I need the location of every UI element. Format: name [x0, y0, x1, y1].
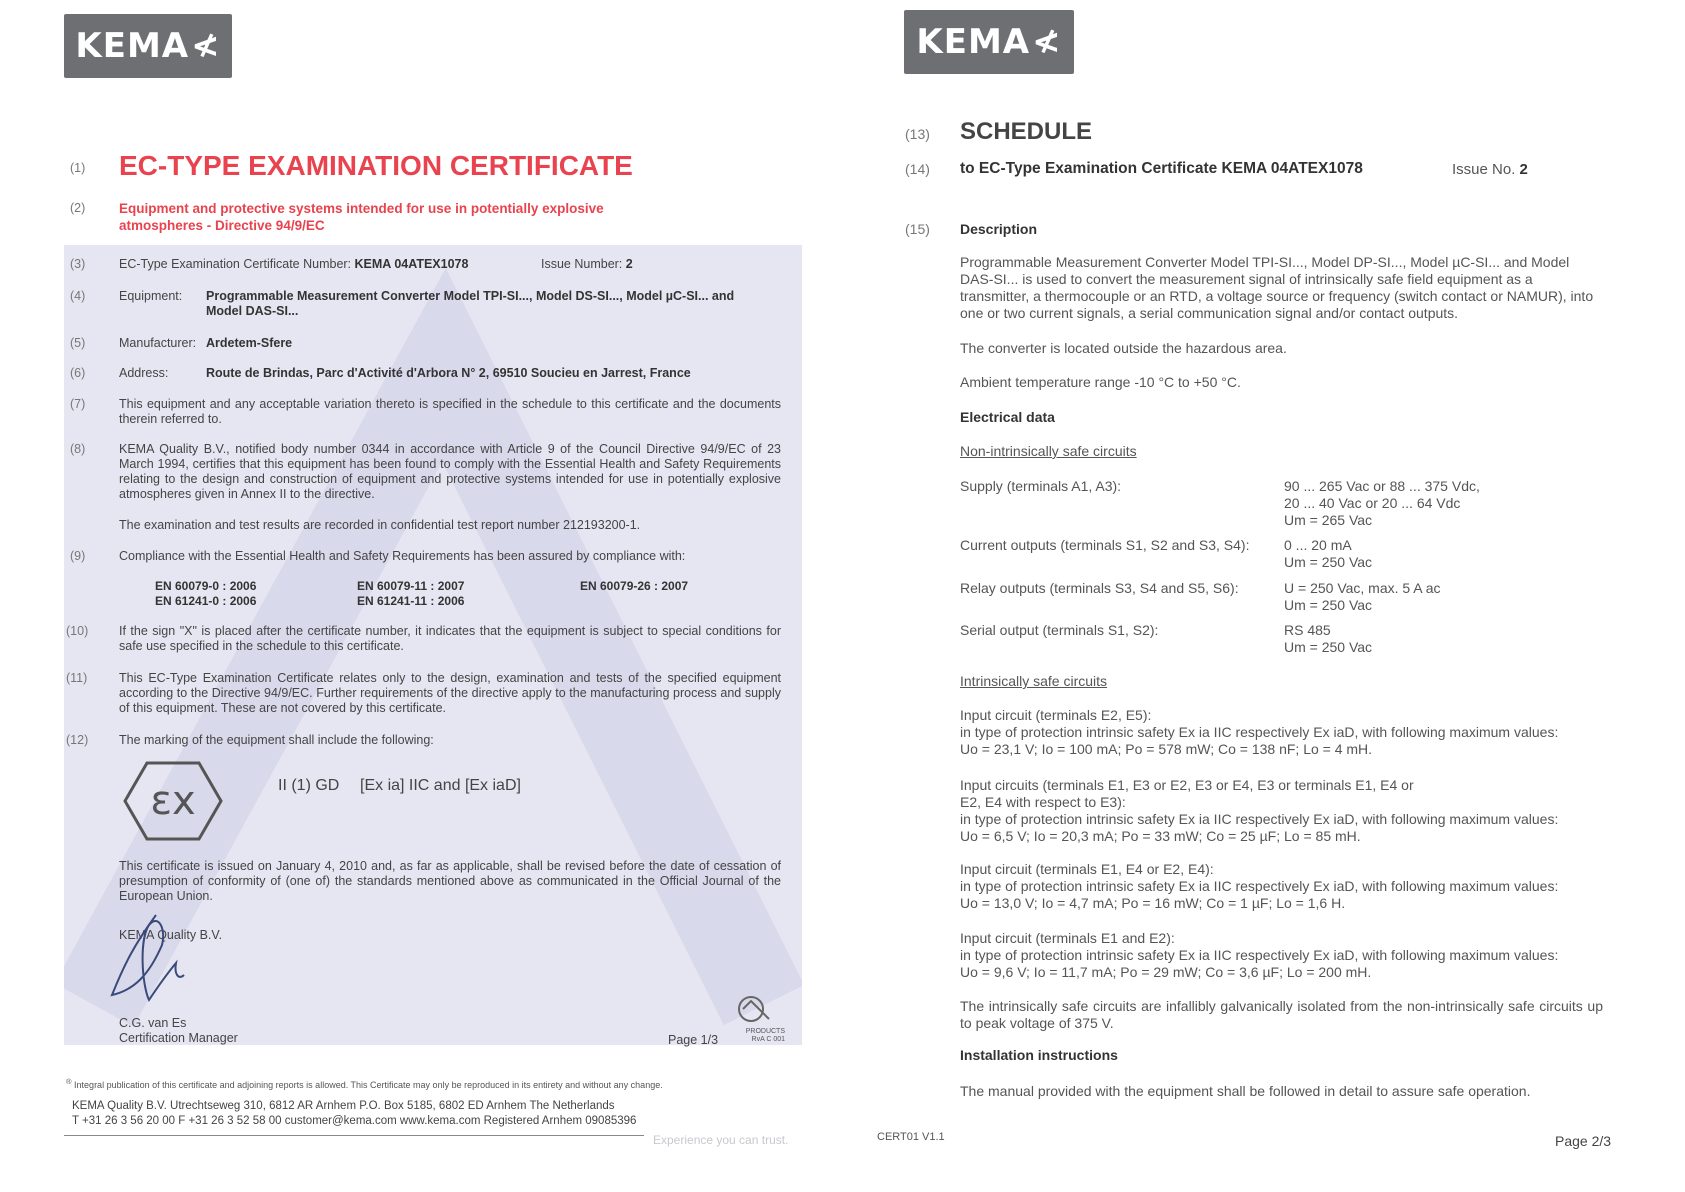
ex-symbol: εx: [150, 778, 196, 824]
item-number-8: (8): [70, 442, 86, 456]
equipment-line-2: Model DAS-SI...: [206, 304, 299, 318]
input-circuit-2-values: Uo = 6,5 V; Io = 20,3 mA; Po = 33 mW; Co = 25 µF; Lo = 85 mH.: [960, 828, 1361, 844]
kema-logo-mark: ≮: [191, 26, 221, 66]
description-heading: Description: [960, 221, 1038, 237]
issue-number-line: [541, 257, 633, 272]
paragraph-12: The marking of the equipment shall include the following:: [119, 733, 434, 747]
current-outputs-values: [1284, 537, 1372, 571]
marking-equipment-group: II (1) GD: [278, 777, 340, 794]
manufacturer-label: Manufacturer:: [119, 336, 197, 350]
schedule-issue-label: Issue No.: [1452, 161, 1516, 178]
description-text: Programmable Measurement Converter Model TPI-SI..., Model DP-SI..., Model µC-SI... and Model DAS-SI... is used to convert the measurement signal of intrinsically safe field equipment as a transmitter, a thermocouple or an RTD, a voltage source or frequency (switch contact or NAMUR), into one or two current signals, a serial communication signal and/or contact outputs.: [960, 254, 1594, 321]
supply-value-2: 20 ... 40 Vac or 20 ... 64 Vdc: [1284, 495, 1461, 511]
certificate-title: EC-TYPE EXAMINATION CERTIFICATE: [119, 150, 633, 181]
input-circuit-2-title-cont: E2, E4 with respect to E3):: [960, 794, 1126, 810]
page-number-2: Page 2/3: [1555, 1133, 1612, 1149]
issuer-name: KEMA Quality B.V.: [119, 928, 223, 942]
current-outputs-label: Current outputs (terminals S1, S2 and S3, S4):: [960, 537, 1250, 553]
schedule-issue: [1452, 161, 1528, 178]
signer-name: C.G. van Es: [119, 1016, 187, 1030]
kema-logo-page-2: [904, 10, 1074, 74]
supply-value-1: 90 ... 265 Vac or 88 ... 375 Vdc,: [1284, 478, 1480, 494]
current-value: 0 ... 20 mA: [1284, 537, 1352, 553]
kema-logo-text: KEMA: [75, 26, 190, 66]
paragraph-8-test-report: The examination and test results are recorded in confidential test report number 212193200-1.: [119, 518, 641, 532]
standard-en-61241-11: EN 61241-11 : 2006: [357, 594, 465, 608]
serial-value: RS 485: [1284, 622, 1331, 638]
certificate-page-1: [0, 0, 842, 1192]
input-circuit-1-protection: in type of protection intrinsic safety Ex ia IIC respectively Ex iaD, with following maximum values:: [960, 724, 1559, 740]
input-circuit-3-protection: in type of protection intrinsic safety Ex ia IIC respectively Ex iaD, with following maximum values:: [960, 878, 1559, 894]
item-number-15: (15): [905, 221, 930, 237]
item-number-6: (6): [70, 366, 86, 380]
supply-label: Supply (terminals A1, A3):: [960, 478, 1122, 494]
non-is-circuits-heading: Non-intrinsically safe circuits: [960, 443, 1137, 459]
item-number-10: (10): [66, 624, 89, 638]
standard-en-61241-0: EN 61241-0 : 2006: [155, 594, 257, 608]
kema-tagline: Experience you can trust.: [653, 1133, 789, 1147]
paragraph-9: Compliance with the Essential Health and Safety Requirements has been assured by compliance with:: [119, 549, 686, 563]
input-circuit-1-values: Uo = 23,1 V; Io = 100 mA; Po = 578 mW; Co = 138 nF; Lo = 4 mH.: [960, 741, 1373, 757]
issue-number: 2: [625, 257, 633, 271]
paragraph-8: KEMA Quality B.V., notified body number 0344 in accordance with Article 9 of the Council Directive 94/9/EC of 23 March 1994, certifies that this equipment has been found to comply with the Essential Health and Safety Requirements relating to the design and construction of equipment and protective systems intended for use in potentially explosive atmospheres given in Annex II to the directive.: [119, 442, 781, 501]
equipment-line-1: Programmable Measurement Converter Model TPI-SI..., Model DS-SI..., Model µC-SI... and: [206, 289, 735, 303]
signer-role: Certification Manager: [119, 1031, 238, 1045]
paragraph-7: This equipment and any acceptable variation thereto is specified in the schedule to this certificate and the documents therein referred to.: [119, 397, 781, 426]
item-number-12: (12): [66, 733, 89, 747]
accreditation-text-2: RvA C 001: [751, 1036, 785, 1043]
supply-values: [1284, 478, 1480, 529]
accreditation-text-1: PRODUCTS: [745, 1028, 785, 1035]
installation-text: The manual provided with the equipment shall be followed in detail to assure safe operation.: [960, 1083, 1531, 1099]
serial-output-values: [1284, 622, 1372, 656]
input-circuit-3-values: Uo = 13,0 V; Io = 4,7 mA; Po = 16 mW; Co = 1 µF; Lo = 1,6 H.: [960, 895, 1346, 911]
certificate-number-label: EC-Type Examination Certificate Number:: [119, 257, 352, 271]
issue-date-paragraph: This certificate is issued on January 4, 2010 and, as far as applicable, shall be revised before the date of cessation of presumption of conformity of (one of) the standards mentioned above as communicated in the Official Journal of the European Union.: [119, 859, 781, 903]
ambient-temperature-text: Ambient temperature range -10 °C to +50 °C.: [960, 374, 1241, 390]
certificate-subtitle: Equipment and protective systems intended for use in potentially explosive atmospheres - Directive 94/9/EC: [119, 201, 604, 233]
schedule-heading: SCHEDULE: [960, 118, 1093, 145]
input-circuit-4-values: Uo = 9,6 V; Io = 11,7 mA; Po = 29 mW; Co = 3,6 µF; Lo = 200 mH.: [960, 964, 1372, 980]
relay-value: U = 250 Vac, max. 5 A ac: [1284, 580, 1441, 596]
address-value: Route de Brindas, Parc d'Activité d'Arbora N° 2, 69510 Soucieu en Jarrest, France: [206, 366, 691, 380]
item-number-9: (9): [70, 549, 86, 563]
schedule-issue-number: 2: [1519, 161, 1528, 178]
item-number-1: (1): [70, 161, 86, 175]
footer-divider: [64, 1135, 644, 1136]
supply-um: Um = 265 Vac: [1284, 512, 1373, 528]
marking-protection: [Ex ia] IIC and [Ex iaD]: [360, 777, 521, 794]
installation-heading: Installation instructions: [960, 1047, 1118, 1063]
relay-outputs-label: Relay outputs (terminals S3, S4 and S5, S6):: [960, 580, 1239, 596]
certificate-number-line: [119, 257, 468, 272]
issue-number-label: Issue Number:: [541, 257, 623, 271]
schedule-certificate-reference: to EC-Type Examination Certificate KEMA 04ATEX1078: [960, 160, 1363, 177]
is-circuits-heading: Intrinsically safe circuits: [960, 673, 1108, 689]
standard-en-60079-11: EN 60079-11 : 2007: [357, 579, 465, 593]
footnote-marker: ®: [66, 1077, 72, 1086]
input-circuit-4-title: Input circuit (terminals E1 and E2):: [960, 930, 1175, 946]
certificate-number: KEMA 04ATEX1078: [354, 257, 469, 271]
item-number-14: (14): [905, 161, 930, 177]
kema-address-line-2: T +31 26 3 56 20 00 F +31 26 3 52 58 00 customer@kema.com www.kema.com Registered Arnhem 09085396: [72, 1115, 637, 1127]
kema-logo: [64, 14, 232, 78]
input-circuit-e2-e5: [960, 707, 1660, 758]
kema-logo-text: KEMA: [916, 22, 1031, 62]
serial-um: Um = 250 Vac: [1284, 639, 1373, 655]
address-label: Address:: [119, 366, 169, 380]
item-number-4: (4): [70, 289, 86, 303]
rva-accreditation-mark: [733, 993, 785, 1045]
accreditation-seal-icon: [733, 993, 785, 1023]
form-code: CERT01 V1.1: [877, 1131, 945, 1143]
relay-outputs-values: [1284, 580, 1441, 614]
current-um: Um = 250 Vac: [1284, 554, 1373, 570]
serial-output-label: Serial output (terminals S1, S2):: [960, 622, 1159, 638]
input-circuit-e1-e2: [960, 930, 1660, 981]
item-number-3: (3): [70, 257, 86, 271]
standard-en-60079-26: EN 60079-26 : 2007: [580, 579, 689, 593]
footnote-text: Integral publication of this certificate and adjoining reports is allowed. This Certificate may only be reproduced in its entirety and without any change.: [74, 1080, 663, 1090]
equipment-value: [206, 289, 796, 319]
reproduction-footnote: [66, 1077, 663, 1090]
paragraph-10: If the sign "X" is placed after the certificate number, it indicates that the equipment is subject to special conditions for safe use specified in the schedule to this certificate.: [119, 624, 781, 653]
item-number-11: (11): [66, 671, 88, 685]
item-number-7: (7): [70, 397, 86, 411]
item-number-5: (5): [70, 336, 86, 350]
page-number: Page 1/3: [668, 1033, 719, 1047]
input-circuit-4-protection: in type of protection intrinsic safety Ex ia IIC respectively Ex iaD, with following maximum values:: [960, 947, 1559, 963]
equipment-label: Equipment:: [119, 289, 183, 303]
input-circuit-2-title: Input circuits (terminals E1, E3 or E2, E3 or E4, E3 or terminals E1, E4 or: [960, 777, 1414, 793]
kema-address-line-1: KEMA Quality B.V. Utrechtseweg 310, 6812 AR Arnhem P.O. Box 5185, 6802 ED Arnhem The Netherlands: [72, 1100, 615, 1112]
kema-logo-mark: ≮: [1032, 22, 1062, 62]
item-number-2: (2): [70, 201, 86, 215]
item-number-13: (13): [905, 126, 930, 142]
input-circuit-1-title: Input circuit (terminals E2, E5):: [960, 707, 1152, 723]
input-circuits-e1-e3: [960, 777, 1660, 845]
standard-en-60079-0: EN 60079-0 : 2006: [155, 579, 257, 593]
isolation-text: The intrinsically safe circuits are infallibly galvanically isolated from the non-intrinsically safe circuits up to peak voltage of 375 V.: [960, 998, 1603, 1031]
relay-um: Um = 250 Vac: [1284, 597, 1373, 613]
manufacturer-value: Ardetem-Sfere: [206, 336, 293, 350]
signature-scrawl: [104, 905, 214, 1010]
input-circuit-3-title: Input circuit (terminals E1, E4 or E2, E4):: [960, 861, 1214, 877]
electrical-data-heading: Electrical data: [960, 409, 1055, 425]
location-text: The converter is located outside the hazardous area.: [960, 340, 1287, 356]
input-circuit-2-protection: in type of protection intrinsic safety Ex ia IIC respectively Ex iaD, with following maximum values:: [960, 811, 1559, 827]
input-circuit-e1-e4: [960, 861, 1660, 912]
paragraph-11: This EC-Type Examination Certificate relates only to the design, examination and tests of the specified equipment according to the Directive 94/9/EC. Further requirements of the directive apply to the manufacturing process and supply of this equipment. These are not covered by this certificate.: [119, 671, 781, 715]
